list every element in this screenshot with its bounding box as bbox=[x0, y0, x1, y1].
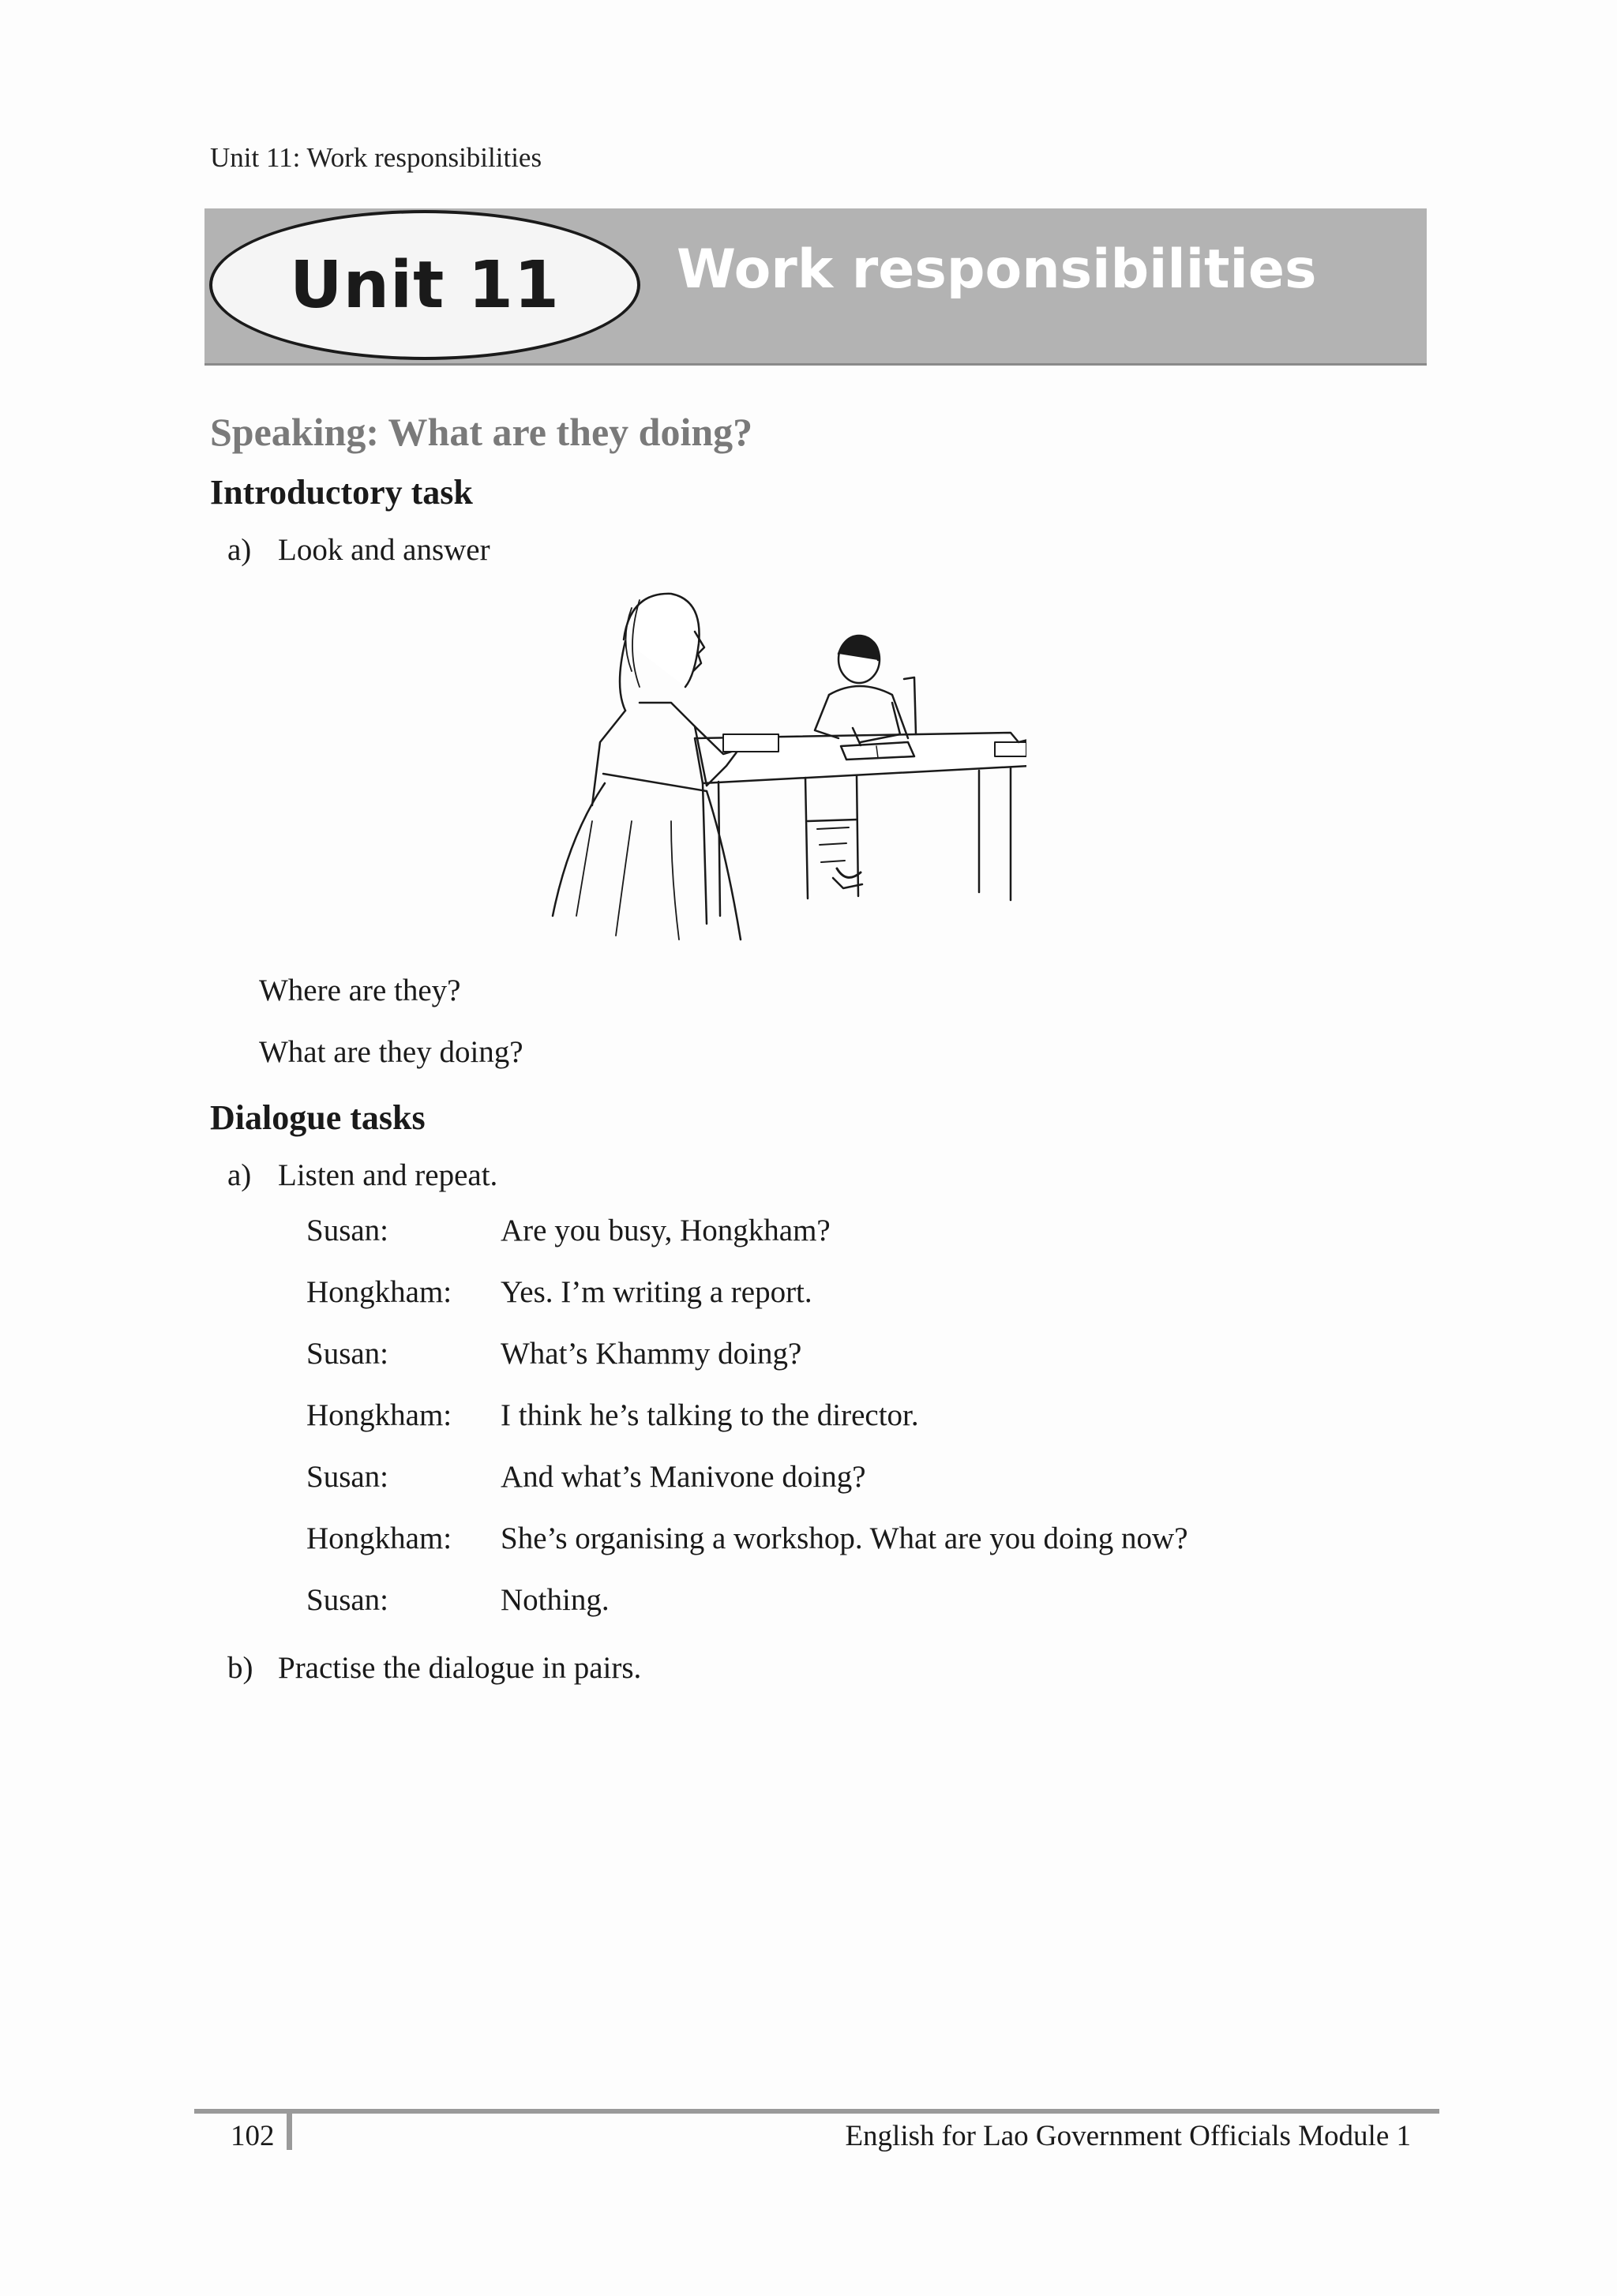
intro-item-a bbox=[227, 532, 490, 568]
running-head: Unit 11: Work responsibilities bbox=[210, 142, 542, 173]
utterance: Yes. I’m writing a report. bbox=[501, 1275, 812, 1309]
speaker: Hongkham: bbox=[306, 1275, 452, 1309]
section-title: Speaking: What are they doing? bbox=[210, 410, 753, 454]
utterance: Nothing. bbox=[501, 1583, 610, 1617]
item-text: Look and answer bbox=[278, 533, 490, 567]
dialogue-heading: Dialogue tasks bbox=[210, 1098, 426, 1137]
item-text: Listen and repeat. bbox=[278, 1158, 498, 1192]
dialogue-line bbox=[306, 1582, 1188, 1644]
footer-rule bbox=[194, 2109, 1439, 2114]
speaker: Hongkham: bbox=[306, 1521, 452, 1555]
question-where: Where are they? bbox=[259, 974, 461, 1007]
dialogue-line bbox=[306, 1274, 1188, 1336]
speaker: Susan: bbox=[306, 1460, 389, 1494]
dialogue-line bbox=[306, 1336, 1188, 1397]
dialogue-item-b bbox=[227, 1650, 641, 1686]
dialogue-item-a bbox=[227, 1157, 497, 1193]
item-text: Practise the dialogue in pairs. bbox=[278, 1651, 642, 1685]
dialogue bbox=[306, 1213, 1188, 1644]
utterance: She’s organising a workshop. What are you doing now? bbox=[501, 1521, 1188, 1555]
dialogue-line bbox=[306, 1521, 1188, 1582]
footer-divider bbox=[287, 2114, 292, 2150]
dialogue-line bbox=[306, 1459, 1188, 1521]
dialogue-line bbox=[306, 1397, 1188, 1459]
desk-drawing bbox=[695, 733, 1026, 924]
speaker: Susan: bbox=[306, 1214, 389, 1247]
speaker: Susan: bbox=[306, 1337, 389, 1371]
item-marker: b) bbox=[227, 1651, 253, 1685]
dialogue-line bbox=[306, 1213, 1188, 1274]
unit-label: Unit 11 bbox=[290, 247, 560, 323]
speaker: Hongkham: bbox=[306, 1398, 452, 1432]
item-marker: a) bbox=[227, 1158, 252, 1192]
utterance: What’s Khammy doing? bbox=[501, 1337, 802, 1371]
utterance: And what’s Manivone doing? bbox=[501, 1460, 866, 1494]
question-what: What are they doing? bbox=[259, 1035, 523, 1069]
item-marker: a) bbox=[227, 533, 252, 567]
page-number: 102 bbox=[231, 2120, 275, 2152]
utterance: I think he’s talking to the director. bbox=[501, 1398, 919, 1432]
office-illustration bbox=[537, 584, 1026, 947]
intro-heading: Introductory task bbox=[210, 473, 473, 512]
utterance: Are you busy, Hongkham? bbox=[501, 1214, 831, 1247]
unit-badge bbox=[209, 210, 640, 360]
footer-title: English for Lao Government Officials Module 1 bbox=[845, 2120, 1411, 2152]
speaker: Susan: bbox=[306, 1583, 389, 1617]
unit-title: Work responsibilities bbox=[677, 238, 1317, 301]
